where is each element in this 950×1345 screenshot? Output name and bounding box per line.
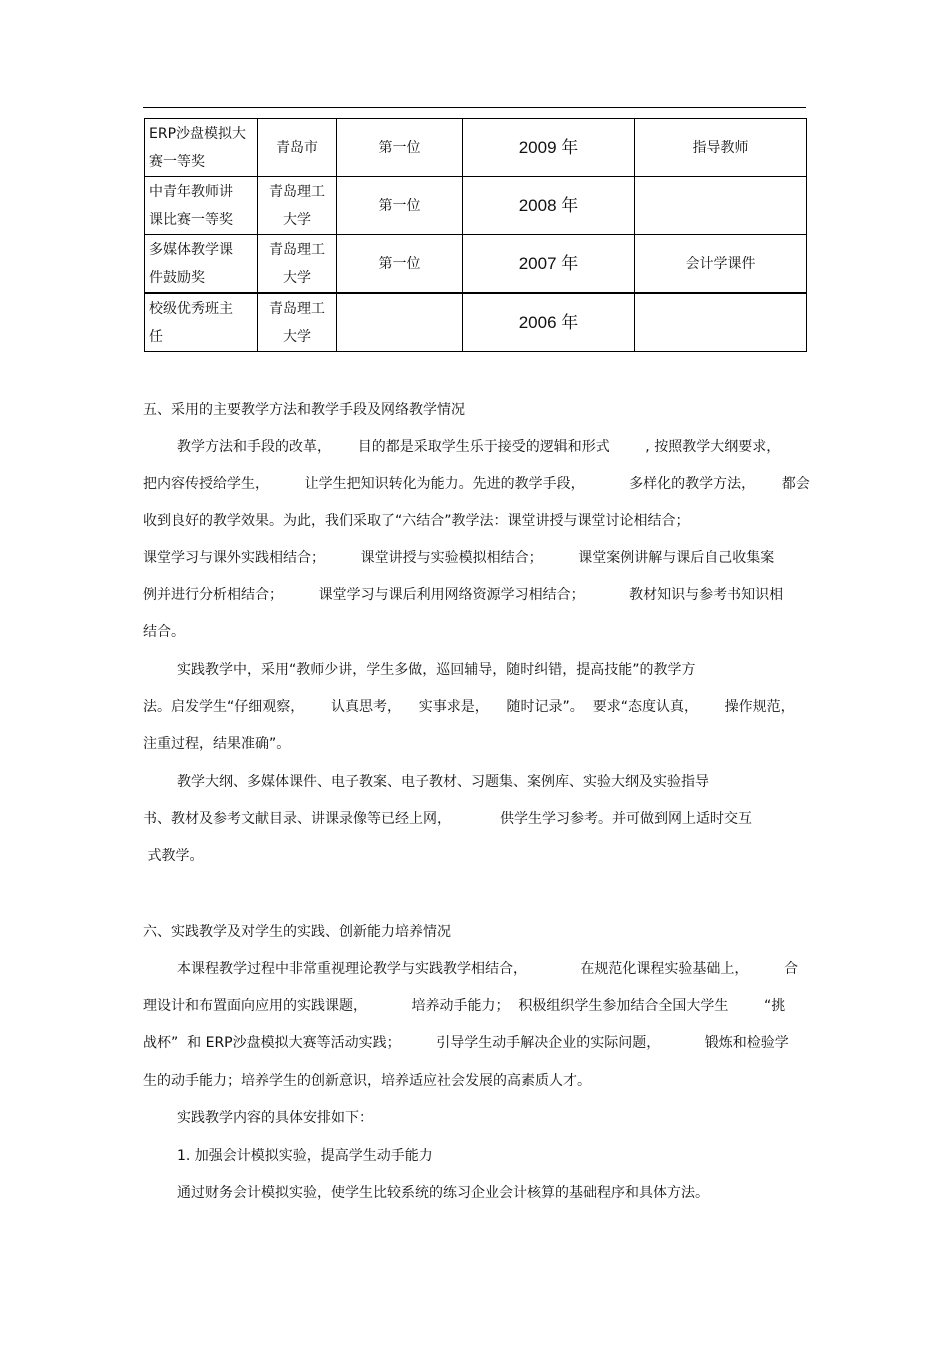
section6-title: 六、实践教学及对学生的实践、创新能力培养情况 [143,924,451,940]
award-name-cell [145,293,258,352]
section5-text-line: 例并进行分析相结合； 课堂学习与课后利用网络资源学习相结合； 教材知识与参考书知识相 [143,587,784,603]
award-year-cell: 2008 年 [463,177,635,235]
award-name-cell-line: 中青年教师讲 [149,183,233,200]
award-org-cell [258,293,337,352]
award-org-cell-line: 青岛理工 [269,241,325,258]
award-org-cell [258,177,337,235]
award-name-cell [145,177,258,235]
table-row [145,235,807,294]
section5-text-line: 教学方法和手段的改革， 目的都是采取学生乐于接受的逻辑和形式 , 按照教学大纲要求， [177,439,781,455]
section5-text-line: 收到良好的教学效果。为此，我们采取了“六结合”教学法：课堂讲授与课堂讨论相结合； [143,513,690,529]
section5-title: 五、采用的主要教学方法和教学手段及网络教学情况 [143,402,465,418]
award-name-cell-line: 任 [149,328,163,345]
award-name-cell [145,235,258,294]
award-rank-cell [337,293,463,352]
award-name-cell-line: 件鼓励奖 [149,269,205,286]
section6-text-line: 本课程教学过程中非常重视理论教学与实践教学相结合， 在规范化课程实验基础上， 合 [177,961,799,977]
award-year-cell: 2007 年 [463,235,635,294]
section5-text-line: 把内容传授给学生， 让学生把知识转化为能力。先进的教学手段， 多样化的教学方法， 都会 [143,476,810,492]
section5-text-line: 书、教材及参考文献目录、讲课录像等已经上网， 供学生学习参考。并可做到网上适时交互 [143,811,752,827]
award-year-cell: 2006 年 [463,293,635,352]
award-name-cell-line: 多媒体教学课 [149,241,233,258]
award-name-cell [145,119,258,177]
award-note-cell [635,177,807,235]
section6-text-line: 1. 加强会计模拟实验，提高学生动手能力 [177,1148,433,1164]
award-org-cell-line: 青岛理工 [269,300,325,317]
award-note-cell: 指导教师 [635,119,807,177]
award-name-cell-line: 校级优秀班主 [149,300,233,317]
award-year-cell: 2009 年 [463,119,635,177]
section5-text-line: 结合。 [143,624,185,640]
award-org-cell-line: 大学 [283,211,311,228]
section5-text-line: 课堂学习与课外实践相结合； 课堂讲授与实验模拟相结合； 课堂案例讲解与课后自己收集案 [143,550,775,566]
award-org-cell [258,235,337,294]
section5-text-line: 注重过程，结果准确”。 [143,736,291,752]
award-org-cell-line: 青岛市 [276,139,318,156]
section5-text-line: 教学大纲、多媒体课件、电子教案、电子教材、习题集、案例库、实验大纲及实验指导 [177,774,709,790]
table-row [145,293,807,352]
section6-text-line: 理设计和布置面向应用的实践课题， 培养动手能力； 积极组织学生参加结合全国大学生 “挑 [143,998,786,1014]
award-note-cell [635,293,807,352]
award-org-cell-line: 大学 [283,328,311,345]
table-row [145,119,807,177]
award-name-cell-line: ERP沙盘模拟大 [149,125,247,142]
section6-text-line: 实践教学内容的具体安排如下： [177,1110,373,1126]
section5-text-line: 式教学。 [143,848,204,864]
table-row [145,177,807,235]
award-name-cell-line: 赛一等奖 [149,153,205,170]
section6-text-line: 生的动手能力；培养学生的创新意识，培养适应社会发展的高素质人才。 [143,1073,591,1089]
award-rank-cell: 第一位 [337,235,463,294]
top-rule [143,107,806,108]
section6-text-line: 通过财务会计模拟实验，使学生比较系统的练习企业会计核算的基础程序和具体方法。 [177,1185,709,1201]
award-rank-cell: 第一位 [337,119,463,177]
award-org-cell-line: 青岛理工 [269,183,325,200]
award-name-cell-line: 课比赛一等奖 [149,211,233,228]
award-org-cell [258,119,337,177]
section5-text-line: 法。启发学生“仔细观察， 认真思考， 实事求是， 随时记录”。 要求“态度认真， 操作规范， [143,699,795,715]
award-note-cell: 会计学课件 [635,235,807,294]
awards-table [144,118,807,352]
section6-text-line: 战杯” 和 ERP沙盘模拟大赛等活动实践； 引导学生动手解决企业的实际问题， 锻炼和检验学 [143,1035,789,1051]
award-rank-cell: 第一位 [337,177,463,235]
section5-text-line: 实践教学中，采用“教师少讲，学生多做，巡回辅导，随时纠错，提高技能”的教学方 [177,662,696,678]
award-org-cell-line: 大学 [283,269,311,286]
